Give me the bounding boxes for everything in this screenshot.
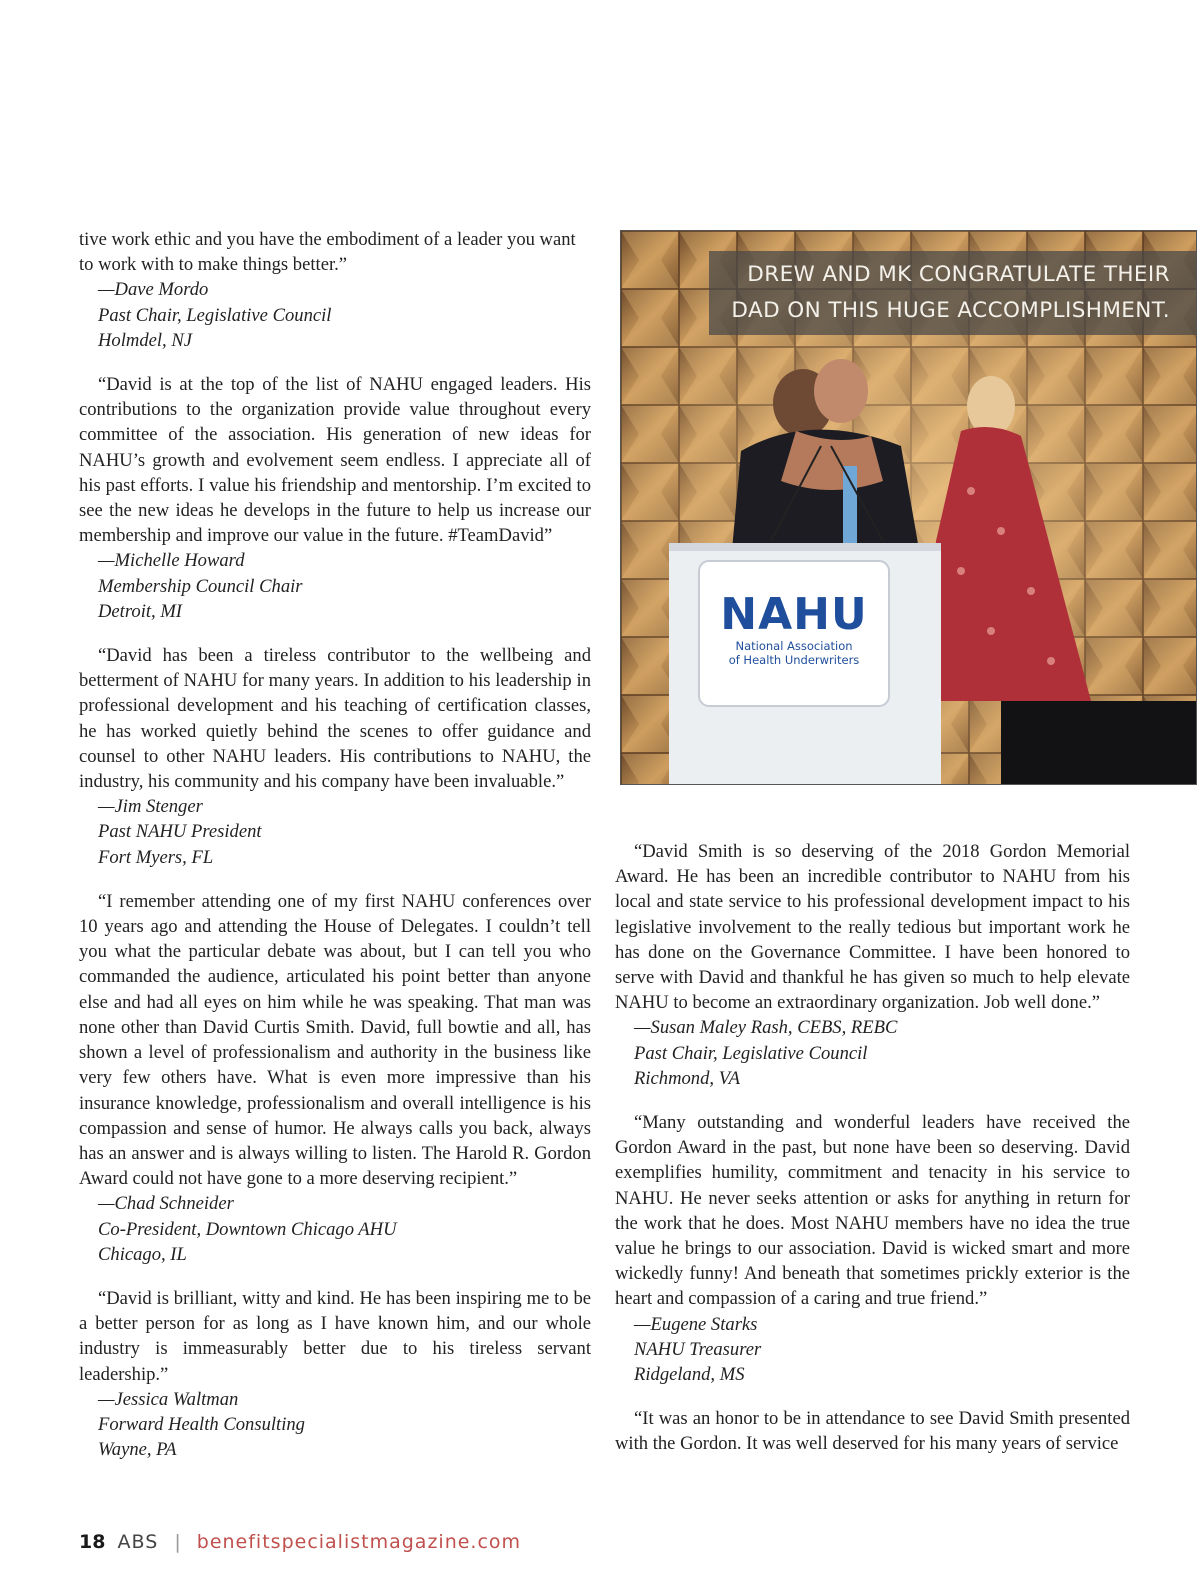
attribution-location: Richmond, VA [634, 1067, 741, 1089]
attribution-name: —Michelle Howard [98, 550, 245, 572]
page-footer [79, 1530, 521, 1554]
attribution-title: Membership Council Chair [98, 575, 303, 597]
attribution-location: Chicago, IL [98, 1243, 187, 1265]
quote-block [79, 227, 591, 353]
photo-caption-line-1: DREW AND MK CONGRATULATE THEIR [747, 262, 1170, 287]
attribution-location: Fort Myers, FL [98, 846, 214, 868]
quote-text: “Many outstanding and wonderful leaders have received the Gordon Award in the past, but none have been so deserving. David exemplifies humility, commitment and tenacity in his service to NAHU. He never seeks attention or asks for anything in return for the work that he does. Most NAHU members have no idea the true value he brings to our association. David is wicked smart and more wickedly funny! And beneath that sometimes prickly exterior is the heart and compassion of a caring and true friend.” [615, 1112, 1130, 1310]
magazine-url-link[interactable]: benefitspecialistmagazine.com [196, 1531, 522, 1553]
photo-caption [620, 257, 1170, 329]
nahu-logo-subtitle-2: of Health Underwriters [728, 653, 860, 667]
quote-text: “David Smith is so deserving of the 2018 Gordon Memorial Award. He has been an incredible contributor to NAHU from his local and state service to his professional development impact to his legislative involvement to the really tedious but important work he has done on the Governance Committee. I have been honored to serve with David and thankful he has given so much to help elevate NAHU to become an extraordinary organization. Job well done.” [615, 841, 1130, 1014]
right-column [615, 839, 1130, 1476]
attribution-location: Holmdel, NJ [98, 329, 192, 351]
photo-caption-line-2: DAD ON THIS HUGE ACCOMPLISHMENT. [731, 298, 1170, 323]
quote-text: “David is brilliant, witty and kind. He has been inspiring me to be a better person for as long as I have known him, and our whole industry is immeasurably better due to his tireless servant leadership.” [79, 1287, 591, 1385]
attribution-title: Co-President, Downtown Chicago AHU [98, 1218, 397, 1240]
quote-text: tive work ethic and you have the embodiment of a leader you want to work with to make things better.” [79, 229, 576, 276]
quote-block [615, 839, 1130, 1091]
attribution-location: Ridgeland, MS [634, 1364, 745, 1386]
left-column [79, 227, 591, 1481]
quote-text: “David has been a tireless contributor to the wellbeing and betterment of NAHU for many years. In addition to his leadership in professional development and his teaching of certification classes, he has worked quietly behind the scenes to offer guidance and counsel to other NAHU leaders. His contributions to NAHU, the industry, his community and his company have been invaluable.” [79, 645, 591, 793]
attribution-name: —Susan Maley Rash, CEBS, REBC [634, 1017, 898, 1039]
award-photo [620, 230, 1197, 785]
quote-block [79, 372, 591, 624]
nahu-logo-subtitle-1: National Association [735, 639, 853, 653]
attribution-title: Past Chair, Legislative Council [634, 1042, 868, 1064]
footer-separator: | [174, 1531, 181, 1553]
attribution-location: Detroit, MI [98, 600, 182, 622]
attribution-location: Wayne, PA [98, 1439, 177, 1461]
attribution-name: —Jim Stenger [98, 796, 203, 818]
attribution-title: Past Chair, Legislative Council [98, 304, 332, 326]
quote-block [79, 889, 591, 1267]
attribution-title: Forward Health Consulting [98, 1413, 305, 1435]
quote-text: “I remember attending one of my first NAHU conferences over 10 years ago and attending the House of Delegates. I couldn’t tell you what the particular debate was about, but I can tell you who commanded the audience, articulated his point better than anyone else and had all eyes on him while he was speaking. That man was none other than David Curtis Smith. David, full bowtie and all, has shown a level of professionalism and authority in the business like very few others have. What is even more impressive than his insurance knowledge, professionalism and overall intelligence is his compassion and sense of humor. He always calls you back, always has an answer and is always willing to listen. The Harold R. Gordon Award could not have gone to a more deserving recipient.” [79, 890, 591, 1190]
attribution-name: —Eugene Starks [634, 1313, 758, 1335]
podium-logo [699, 591, 889, 667]
quote-block [79, 643, 591, 870]
page-number: 18 [79, 1531, 106, 1553]
publication-name: ABS [117, 1531, 159, 1553]
quote-text: “David is at the top of the list of NAHU engaged leaders. His contributions to the organization provide value throughout every committee of the association. His generation of new ideas for NAHU’s growth and evolvement seem endless. I appreciate all of his past efforts. I value his friendship and mentorship. I’m excited to see the new ideas he develops in the future to help us increase our membership and improve our value in the future. #TeamDavid” [79, 374, 591, 547]
attribution-title: NAHU Treasurer [634, 1338, 762, 1360]
quote-block [615, 1406, 1130, 1456]
attribution-title: Past NAHU President [98, 821, 262, 843]
quote-block [79, 1286, 591, 1462]
attribution-name: —Dave Mordo [98, 279, 209, 301]
quote-block [615, 1110, 1130, 1387]
attribution-name: —Chad Schneider [98, 1193, 234, 1215]
nahu-logo-text: NAHU [720, 589, 868, 640]
quote-text: “It was an honor to be in attendance to see David Smith presented with the Gordon. It was well deserved for his many years of service [615, 1408, 1130, 1455]
attribution-name: —Jessica Waltman [98, 1388, 239, 1410]
